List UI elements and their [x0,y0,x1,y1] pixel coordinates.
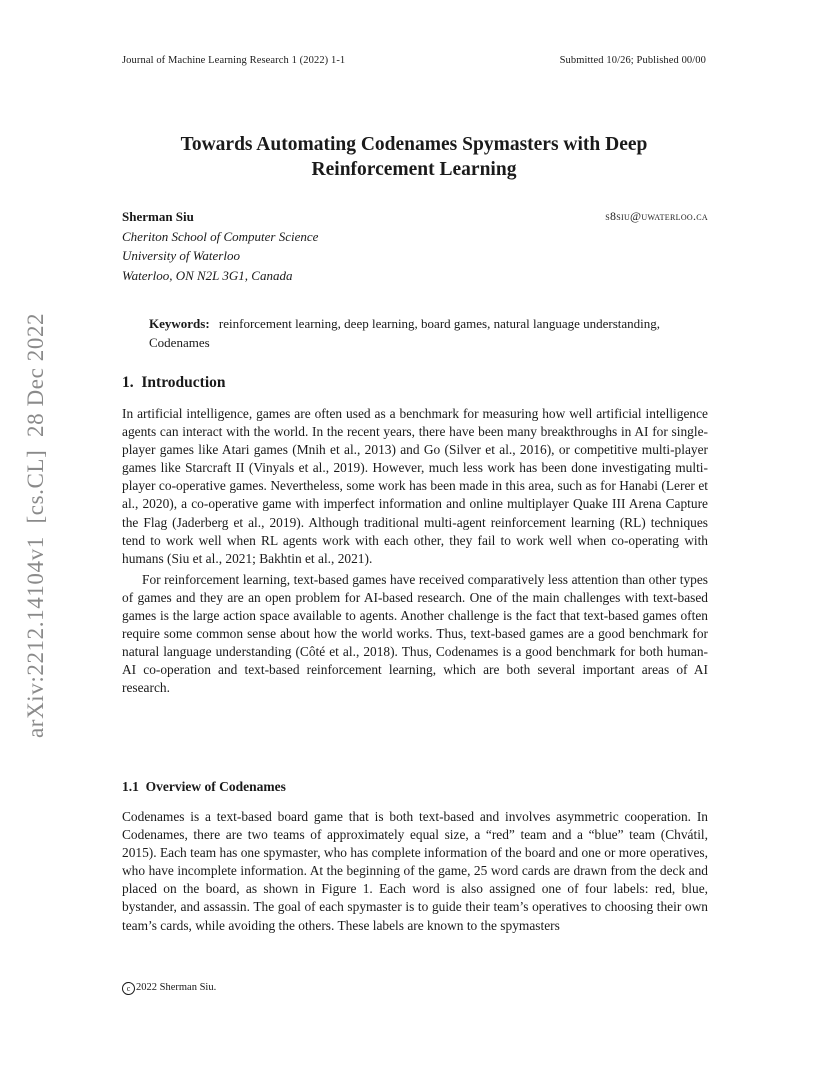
copyright-text: 2022 Sherman Siu. [136,982,217,993]
paper-title-line-1: Towards Automating Codenames Spymasters with Deep [180,134,648,155]
introduction-paragraph-2: For reinforcement learning, text-based games have received comparatively less attention than other types of games and they are an open problem for AI-based research. One of the main challenges with text-based games is the large action space available to agents. Another challenge is the fact that text-based games often require some common sense about how the world works. Thus, text-based games are a good benchmark for natural language understanding (Côté et al., 2018). Thus, Codenames is a good benchmark for both human-AI co-operation and text-based reinforcement learning, which are both several important areas of AI research. [122,571,708,696]
copyright-footer [122,982,216,995]
introduction-paragraph-1: In artificial intelligence, games are often used as a benchmark for measuring how well artificial intelligence agents can interact with the world. In the recent years, there have been many breakthroughs in AI for single-player games like Atari games (Mnih et al., 2013) and Go (Silver et al., 2016), or competitive multi-player games like Starcraft II (Vinyals et al., 2019). However, much less work has been done investigating multi-player co-operative games. Nevertheless, some work has been made in this area, such as for Hanabi (Lerer et al., 2020), a co-operative game with imperfect information and online multiplayer Quake III Arena Capture the Flag (Jaderberg et al., 2019). Although traditional multi-agent reinforcement learning (RL) techniques tend to work well when RL agents work with each other, they fail to work well when co-operating with humans (Siu et al., 2021; Bakhtin et al., 2021). [122,406,708,566]
affiliation-school: Cheriton School of Computer Science [122,228,319,244]
author-block [122,207,708,285]
overview-heading: 1.1 Overview of Codenames [122,779,286,794]
overview-paragraph-1: Codenames is a text-based board game that is both text-based and involves asymmetric cooperation. In Codenames, there are two teams of approximately equal size, a “red” team and a “blue” team (Chvátil, 2015). Each team has one spymaster, who has complete information of the board and one or more operatives, who have incomplete information. At the beginning of the game, 25 word cards are drawn from the deck and placed on the board, as shown in Figure 1. Each word is also assigned one of four labels: red, blue, bystander, and assassin. The goal of each spymaster is to guide their team’s operatives to choosing their own team’s cards, while avoiding the others. These labels are known to the spymasters [122,809,708,933]
section-overview [122,779,708,935]
keywords-block [149,315,681,352]
affiliation-university: University of Waterloo [122,248,240,263]
arxiv-identifier-stamp[interactable]: arXiv:2212.14104v1 [cs.CL] 28 Dec 2022 [23,312,48,738]
journal-header: Journal of Machine Learning Research 1 (2022) 1-1 [122,55,346,66]
submission-dates: Submitted 10/26; Published 00/00 [559,55,706,66]
copyright-symbol: c [122,982,135,995]
paper-title [0,132,828,182]
section-introduction [122,374,708,698]
affiliation-address: Waterloo, ON N2L 3G1, Canada [122,267,293,283]
author-name: Sherman Siu [122,209,194,224]
paper-title-line-2: Reinforcement Learning [311,159,517,180]
keywords-label: Keywords: [149,316,210,331]
keywords-text: reinforcement learning, deep learning, board games, natural language understanding, Codenames [149,316,661,350]
introduction-heading: 1. Introduction [122,374,226,391]
author-email[interactable]: s8siu@uwaterloo.ca [605,209,708,223]
